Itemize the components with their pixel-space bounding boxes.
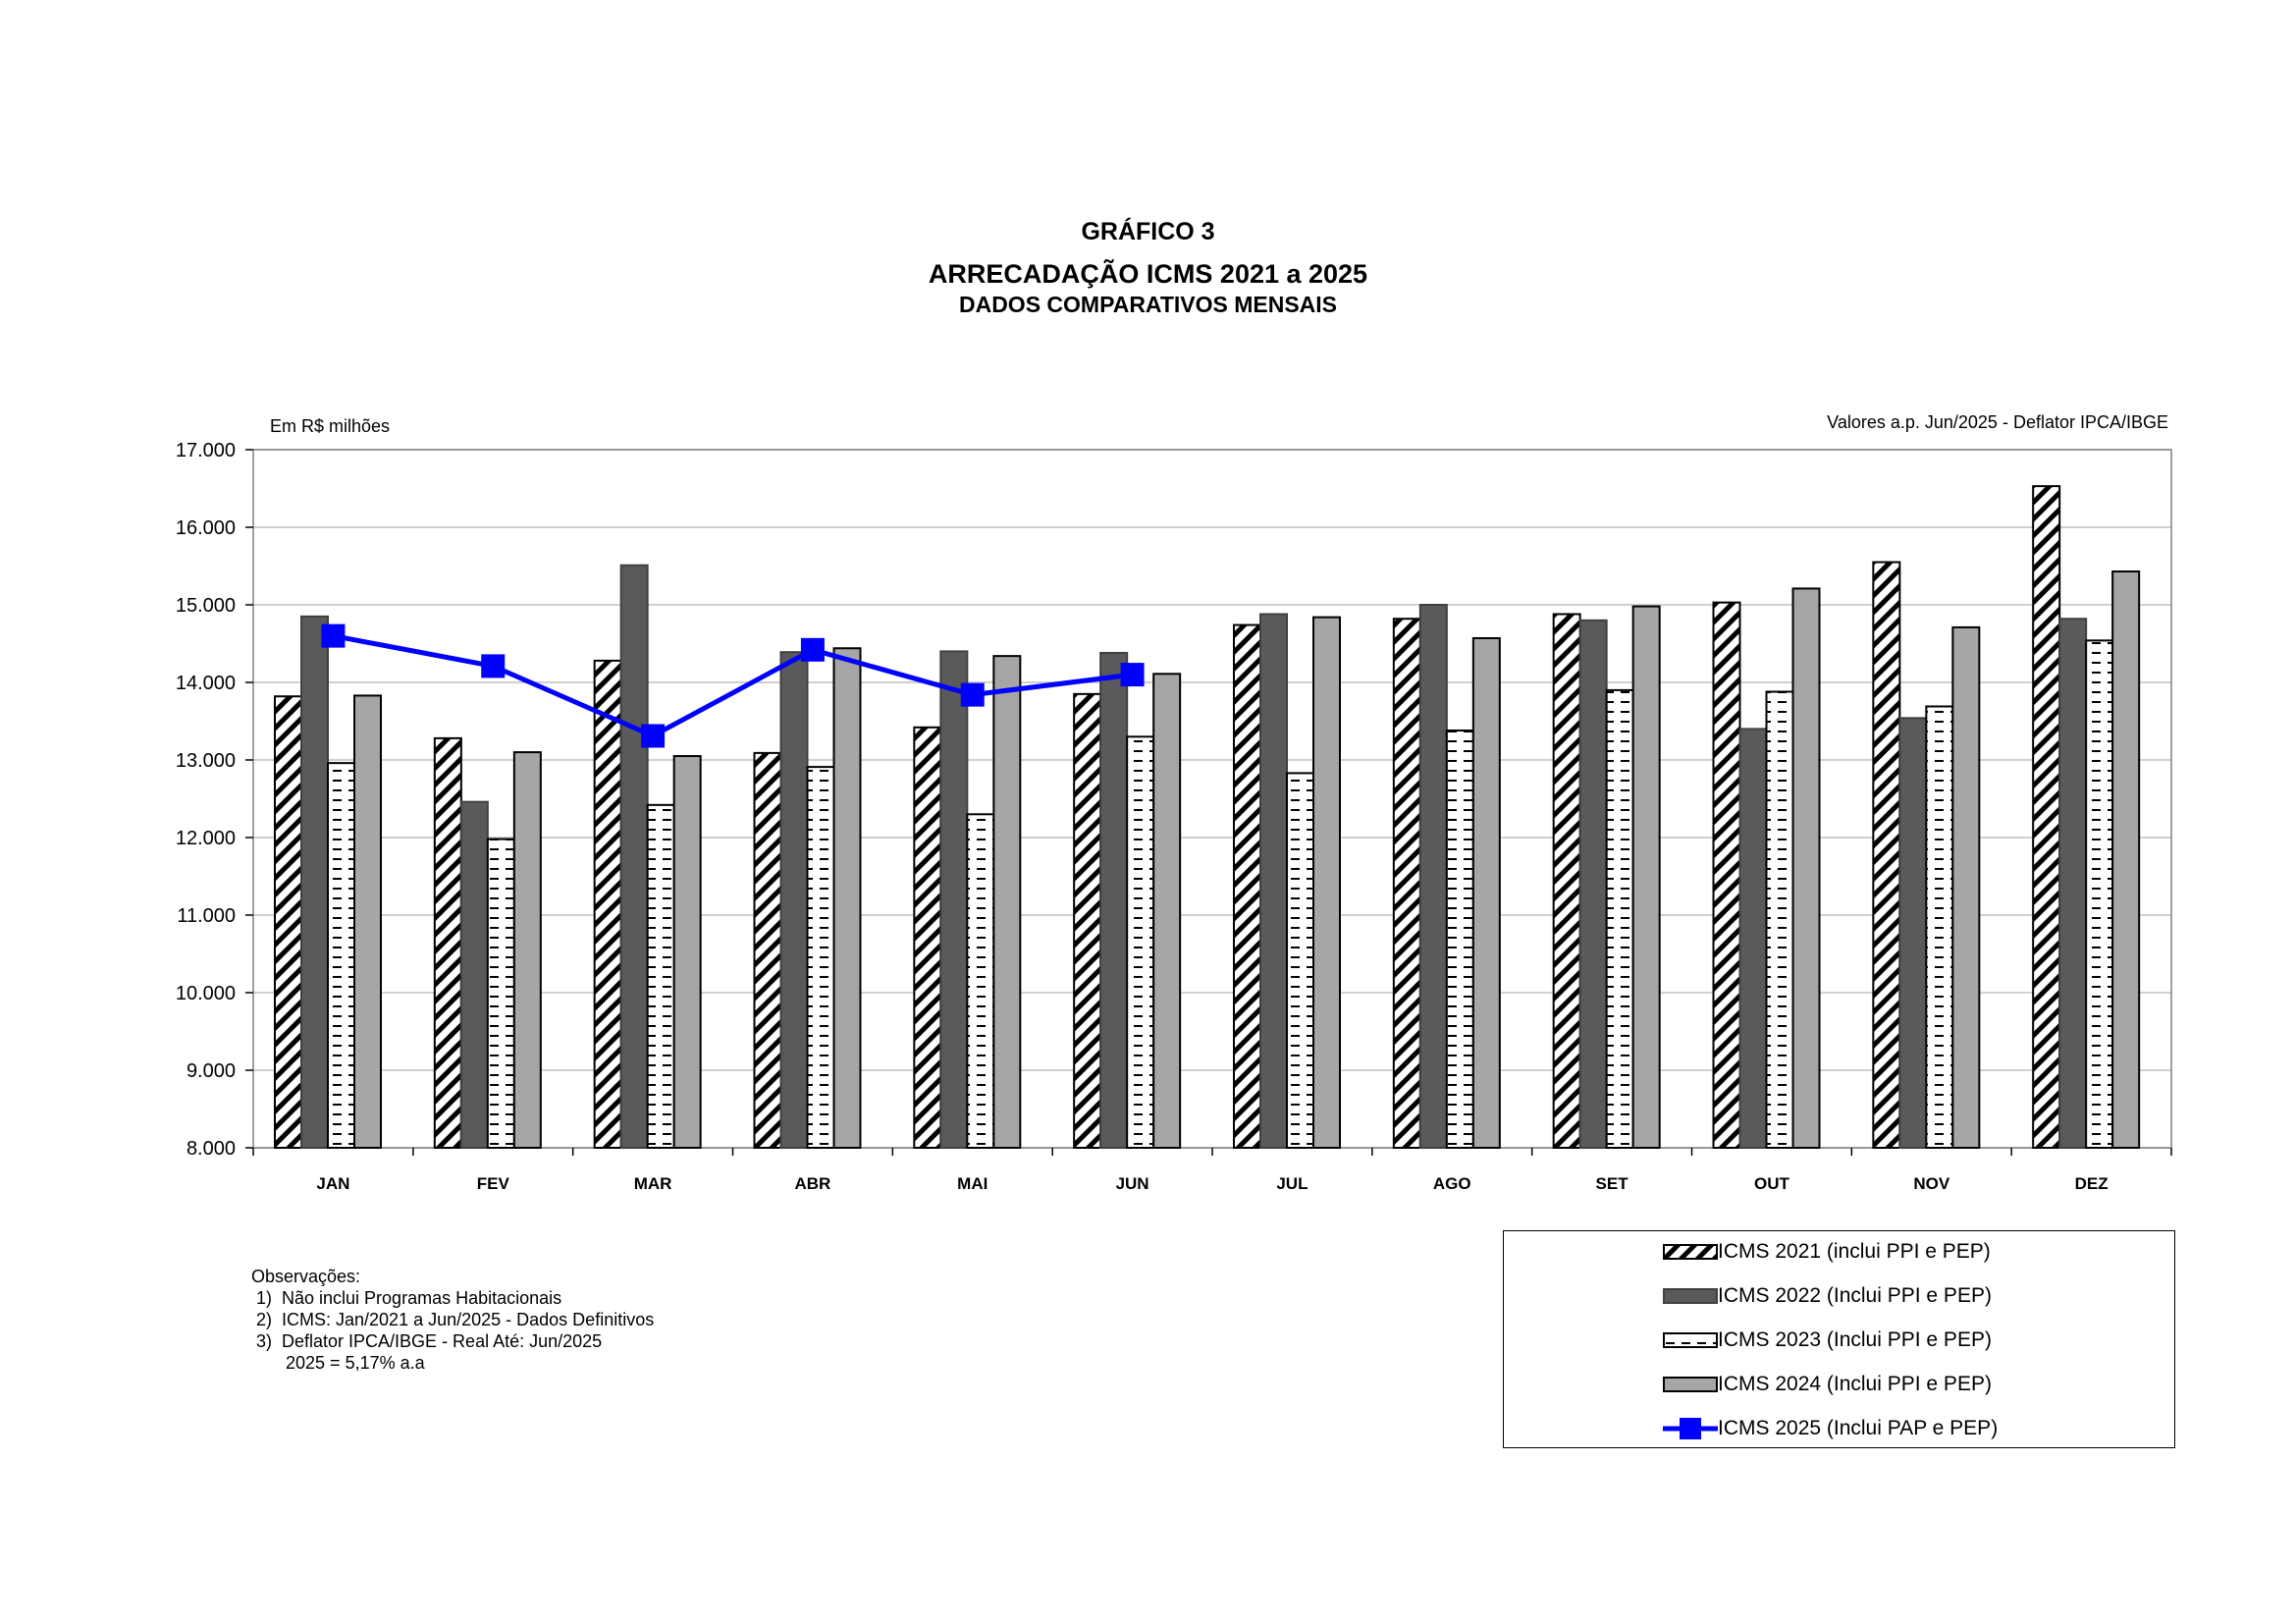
- bar-2021-out: [1714, 603, 1740, 1148]
- bar-2022-set: [1580, 621, 1607, 1148]
- y-tick-label: 15.000: [175, 595, 236, 617]
- bar-2023-out: [1767, 691, 1793, 1148]
- bar-2021-abr: [755, 753, 781, 1148]
- bar-2024-jul: [1313, 618, 1340, 1148]
- deflator-note: Valores a.p. Jun/2025 - Deflator IPCA/IBGE: [1827, 412, 2168, 432]
- bar-2023-jul: [1287, 773, 1313, 1148]
- bar-2022-out: [1740, 729, 1767, 1148]
- x-tick-label: NOV: [1913, 1174, 1950, 1193]
- bar-2022-nov: [1899, 718, 1926, 1148]
- legend: [1503, 1230, 2175, 1448]
- y-tick-label: 17.000: [175, 440, 236, 461]
- point-2025-fev: [481, 654, 505, 677]
- bar-2021-fev: [435, 738, 461, 1148]
- legend-label: ICMS 2025 (Inclui PAP e PEP): [1718, 1417, 1999, 1439]
- x-tick-label: SET: [1595, 1174, 1629, 1193]
- bar-2021-mar: [595, 661, 621, 1148]
- point-2025-abr: [801, 638, 825, 662]
- bar-2024-set: [1633, 607, 1660, 1148]
- x-axis-ticks: [253, 1148, 2171, 1193]
- legend-item: [1663, 1414, 1998, 1443]
- bar-2023-mar: [648, 805, 674, 1148]
- observation-3-detail: 2025 = 5,17% a.a: [251, 1353, 425, 1373]
- bar-2023-set: [1607, 690, 1633, 1148]
- bar-2024-jun: [1153, 674, 1180, 1148]
- legend-label: ICMS 2023 (Inclui PPI e PEP): [1718, 1328, 1992, 1351]
- x-tick-label: JUL: [1276, 1174, 1308, 1193]
- bar-2022-jan: [301, 617, 328, 1148]
- y-axis-ticks: [176, 440, 253, 1160]
- observation-3: 3) Deflator IPCA/IBGE - Real Até: Jun/2025: [251, 1331, 603, 1351]
- observations-heading: Observações:: [251, 1267, 361, 1286]
- unit-note: Em R$ milhões: [270, 416, 391, 436]
- legend-label: ICMS 2024 (Inclui PPI e PEP): [1718, 1373, 1992, 1395]
- bar-2023-jun: [1127, 736, 1153, 1148]
- chart-subtitle-2: DADOS COMPARATIVOS MENSAIS: [958, 292, 1338, 317]
- bar-2023-nov: [1926, 706, 1952, 1148]
- bar-2024-mar: [674, 756, 701, 1148]
- observations: [251, 1266, 654, 1374]
- legend-item: [1663, 1281, 1992, 1311]
- bar-2021-jun: [1074, 694, 1100, 1148]
- bar-2024-nov: [1952, 627, 1979, 1148]
- bar-2021-ago: [1394, 619, 1420, 1148]
- legend-swatch: [1663, 1373, 1718, 1396]
- legend-label: ICMS 2022 (Inclui PPI e PEP): [1718, 1284, 1992, 1307]
- point-2025-mar: [641, 725, 665, 748]
- bars: [275, 486, 2139, 1148]
- point-2025-jun: [1121, 663, 1145, 686]
- legend-swatch: [1663, 1240, 1718, 1264]
- bar-2021-nov: [1873, 563, 1899, 1148]
- x-tick-label: MAI: [957, 1174, 988, 1193]
- legend-item: [1663, 1237, 1991, 1267]
- bar-2023-jan: [328, 763, 354, 1148]
- y-tick-label: 9.000: [186, 1060, 236, 1082]
- observation-2: 2) ICMS: Jan/2021 a Jun/2025 - Dados Definitivos: [251, 1310, 655, 1329]
- y-tick-label: 14.000: [175, 673, 236, 694]
- x-tick-label: MAR: [633, 1174, 672, 1193]
- bar-2021-mai: [914, 728, 940, 1148]
- bar-2024-mai: [993, 656, 1020, 1148]
- bar-2023-dez: [2086, 640, 2112, 1148]
- bar-2022-jul: [1260, 614, 1287, 1148]
- bar-2021-jan: [275, 696, 301, 1148]
- x-tick-label: DEZ: [2074, 1174, 2109, 1193]
- y-tick-label: 10.000: [175, 983, 236, 1004]
- observation-1: 1) Não inclui Programas Habitacionais: [251, 1288, 562, 1308]
- bar-2023-fev: [488, 839, 514, 1148]
- bar-2022-jun: [1100, 653, 1127, 1148]
- legend-swatch: [1663, 1328, 1718, 1352]
- bar-2022-ago: [1420, 605, 1447, 1148]
- bar-2024-ago: [1473, 638, 1500, 1148]
- x-tick-label: JAN: [316, 1174, 350, 1193]
- chart-subtitle: ARRECADAÇÃO ICMS 2021 a 2025: [928, 259, 1368, 289]
- bar-2022-mar: [621, 566, 648, 1148]
- legend-item: [1663, 1370, 1992, 1399]
- x-tick-label: AGO: [1432, 1174, 1471, 1193]
- legend-swatch: [1663, 1284, 1718, 1308]
- x-tick-label: ABR: [794, 1174, 831, 1193]
- bar-2021-jul: [1234, 625, 1260, 1148]
- x-tick-label: FEV: [476, 1174, 509, 1193]
- point-2025-mai: [961, 683, 985, 707]
- bar-2022-abr: [781, 652, 808, 1148]
- legend-swatch: [1663, 1417, 1718, 1440]
- bar-2024-fev: [514, 752, 541, 1148]
- bar-2022-mai: [940, 651, 967, 1148]
- bar-2022-fev: [461, 802, 488, 1148]
- bar-2021-dez: [2033, 486, 2059, 1148]
- legend-item: [1663, 1326, 1992, 1355]
- bar-2024-dez: [2112, 571, 2139, 1148]
- chart-title: GRÁFICO 3: [1081, 218, 1215, 245]
- y-tick-label: 13.000: [175, 750, 236, 772]
- y-tick-label: 11.000: [177, 905, 236, 927]
- x-tick-label: JUN: [1115, 1174, 1149, 1193]
- bar-2023-mai: [967, 814, 993, 1148]
- y-tick-label: 12.000: [175, 828, 236, 849]
- bar-2022-dez: [2059, 619, 2086, 1148]
- bar-2024-out: [1793, 588, 1820, 1148]
- y-tick-label: 16.000: [175, 517, 236, 539]
- bar-2021-set: [1554, 614, 1580, 1148]
- y-tick-label: 8.000: [186, 1138, 236, 1160]
- bar-2024-jan: [354, 695, 381, 1148]
- bar-2023-abr: [808, 767, 834, 1148]
- x-tick-label: OUT: [1753, 1174, 1789, 1193]
- bar-2024-abr: [834, 648, 861, 1148]
- point-2025-jan: [321, 624, 345, 648]
- legend-label: ICMS 2021 (inclui PPI e PEP): [1718, 1240, 1991, 1263]
- bar-2023-ago: [1447, 731, 1473, 1148]
